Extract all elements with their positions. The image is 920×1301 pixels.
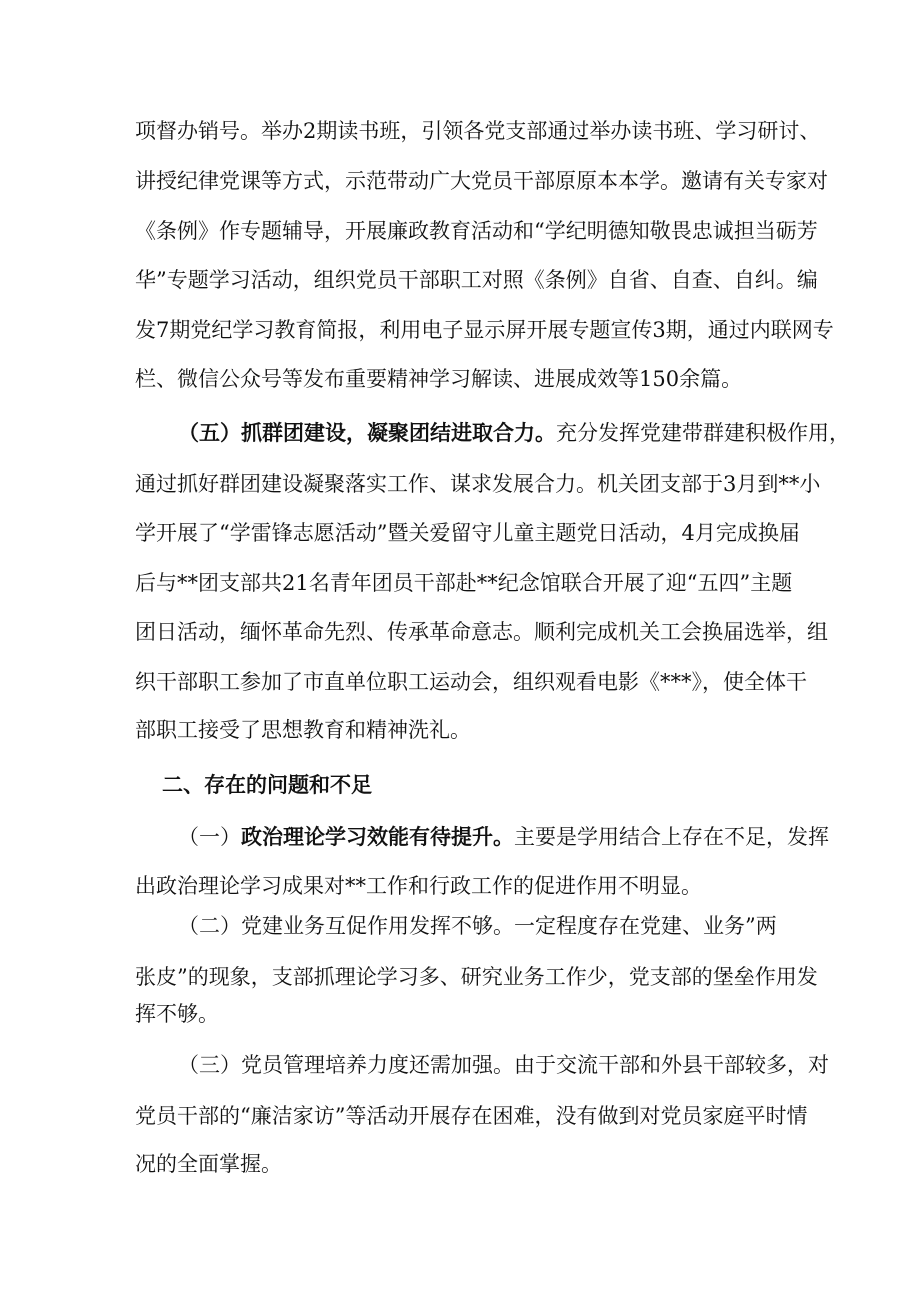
section-five-first-rest: 充分发挥党建带群建积极作用， [556,421,850,445]
text-line: 部职工接受了思想教育和精神洗礼。 [135,718,471,742]
text-line: 通过抓好群团建设凝聚落实工作、谋求发展合力。机关团支部于3月到**小 [135,472,821,496]
text-line: 栏、微信公众号等发布重要精神学习解读、进展成效等150余篇。 [135,367,743,391]
section-five-first-line [0,422,920,444]
section-heading: 二、存在的问题和不足 [162,772,372,797]
text-line: 后与**团支部共21名青年团员干部赴**纪念馆联合开展了迎“五四”主题 [135,571,793,595]
problem-one-first-line [0,826,920,848]
text-line: 《条例》作专题辅导，开展廉政教育活动和“学纪明德知敬畏忠诚担当砺芳 [135,219,818,243]
problem-one-first-rest: 主要是学用结合上存在不足，发挥 [514,825,829,849]
text-line: 华”专题学习活动，组织党员干部职工对照《条例》自省、自查、自纠。编 [135,268,818,292]
problem-one-lead: 政治理论学习效能有待提升。 [241,824,514,849]
text-line: 党员干部的“廉洁家访”等活动开展存在困难，没有做到对党员家庭平时情 [135,1104,808,1128]
problem-two-first-line: （二）党建业务互促作用发挥不够。一定程度存在党建、业务”两 [178,914,777,938]
text-line: 挥不够。 [135,1002,219,1026]
problem-one-prefix: （一） [178,825,241,849]
text-line: 出政治理论学习成果对**工作和行政工作的促进作用不明显。 [135,874,702,898]
text-line: 况的全面掌握。 [135,1152,282,1176]
text-line: 发7期党纪学习教育简报，利用电子显示屏开展专题宣传3期，通过内联网专 [135,318,834,342]
problem-three-first-line: （三）党员管理培养力度还需加强。由于交流干部和外县干部较多，对 [178,1053,829,1077]
text-line: 团日活动，缅怀革命先烈、传承革命意志。顺利完成机关工会换届选举，组 [135,620,828,644]
text-line: 讲授纪律党课等方式，示范带动广大党员干部原原本本学。邀请有关专家对 [135,169,828,193]
text-line: 学开展了“学雷锋志愿活动”暨关爱留守儿童主题党日活动，4月完成换届 [135,521,800,545]
text-line: 织干部职工参加了市直单位职工运动会，组织观看电影《***》，使全体干 [135,670,807,694]
text-line: 项督办销号。举办2期读书班，引领各党支部通过举办读书班、学习研讨、 [135,119,821,143]
text-line: 张皮”的现象，支部抓理论学习多、研究业务工作少，党支部的堡垒作用发 [135,965,818,989]
section-five-lead: （五）抓群团建设，凝聚团结进取合力。 [178,420,556,445]
